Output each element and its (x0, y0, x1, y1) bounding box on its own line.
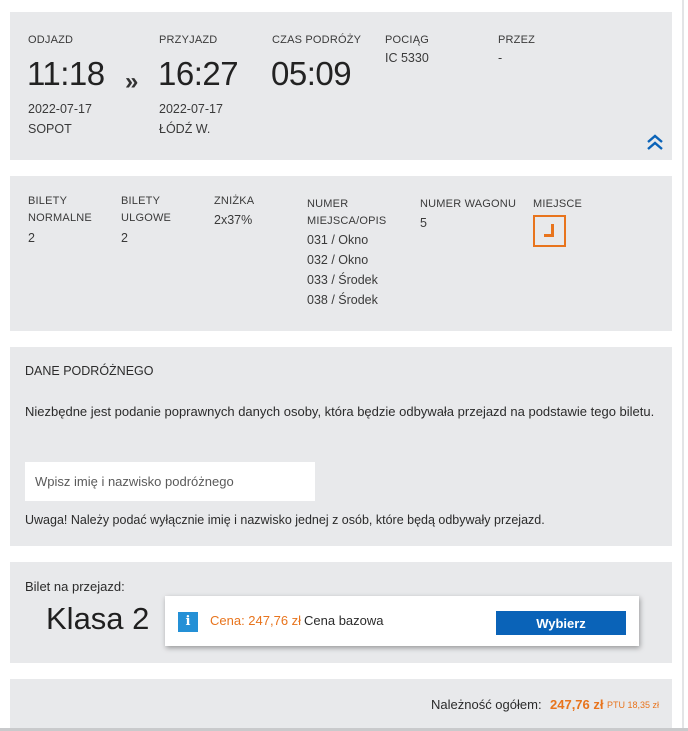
seat-item: 038 / Środek (307, 293, 378, 307)
choose-button[interactable]: Wybierz (496, 611, 626, 635)
info-icon: i (178, 612, 198, 632)
passenger-panel (10, 347, 672, 546)
arrival-time: 16:27 (158, 55, 239, 92)
passenger-note: Uwaga! Należy podać wyłącznie imię i nazwisko jednej z osób, które będą odbywały przejazd. (25, 513, 545, 527)
departure-label: ODJAZD (28, 34, 74, 46)
via-value: - (498, 51, 503, 65)
total-vat: PTU 18,35 zł (607, 700, 660, 710)
via-label: PRZEZ (498, 34, 536, 46)
total-label: Należność ogółem: (431, 697, 542, 712)
reduced-tickets-label-line1: BILETY (121, 195, 161, 207)
reduced-tickets-count: 2 (121, 231, 128, 245)
offer-price-type: Cena bazowa (304, 613, 384, 628)
class-label: Klasa 2 (46, 601, 150, 636)
passenger-name-input[interactable] (25, 462, 315, 501)
offer-panel (10, 562, 672, 663)
offer-label: Bilet na przejazd: (25, 579, 125, 594)
passenger-description: Niezbędne jest podanie poprawnych danych osoby, która będzie odbywała przejazd na podstawie tego biletu. (25, 404, 655, 419)
direction-arrow-icon: » (125, 68, 139, 95)
car-number-value: 5 (420, 216, 427, 230)
car-number-label: NUMER WAGONU (420, 198, 517, 210)
total-value: 247,76 zł (550, 697, 604, 712)
place-label: MIEJSCE (533, 198, 583, 210)
duration-value: 05:09 (271, 55, 352, 92)
seat-item: 032 / Okno (307, 253, 369, 267)
seat-item: 031 / Okno (307, 233, 369, 247)
duration-label: CZAS PODRÓŻY (272, 34, 362, 46)
normal-tickets-label-line1: BILETY (28, 195, 68, 207)
double-chevron-up-icon[interactable] (645, 132, 665, 154)
normal-tickets-count: 2 (28, 231, 35, 245)
seat-item: 033 / Środek (307, 273, 378, 287)
summary-panel (10, 679, 672, 731)
discount-label: ZNIŻKA (214, 195, 255, 207)
offer-price: Cena: 247,76 zł (210, 613, 302, 628)
seat-number-label-line2: MIEJSCA/OPIS (307, 215, 387, 227)
reduced-tickets-label-line2: ULGOWE (121, 212, 172, 224)
offer-card (165, 596, 639, 646)
page-right-edge (682, 0, 684, 731)
journey-panel (10, 12, 672, 160)
discount-value: 2x37% (214, 213, 253, 227)
seat-number-label-line1: NUMER (307, 198, 349, 210)
seat-icon[interactable] (533, 215, 566, 247)
arrival-date: 2022-07-17 (159, 102, 223, 116)
departure-date: 2022-07-17 (28, 102, 92, 116)
arrival-station: ŁÓDŹ W. (159, 122, 211, 136)
tickets-panel (10, 176, 672, 331)
train-value: IC 5330 (385, 51, 429, 65)
passenger-title: DANE PODRÓŻNEGO (25, 364, 154, 378)
normal-tickets-label-line2: NORMALNE (28, 212, 92, 224)
arrival-label: PRZYJAZD (159, 34, 218, 46)
departure-time: 11:18 (27, 55, 105, 92)
departure-station: SOPOT (28, 122, 72, 136)
train-label: POCIĄG (385, 34, 429, 46)
